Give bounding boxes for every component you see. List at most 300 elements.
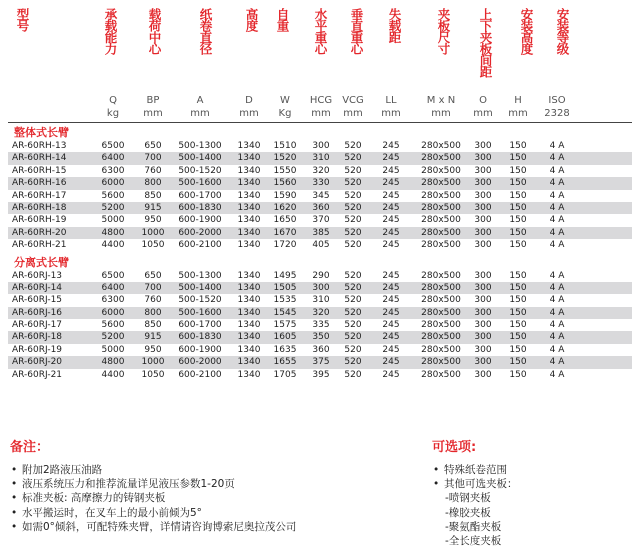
table-cell: 1575 xyxy=(273,320,297,331)
table-cell: 520 xyxy=(344,202,362,213)
section-title: 分离式长臂 xyxy=(14,255,69,269)
table-cell: 520 xyxy=(344,320,362,331)
table-cell: 500-1400 xyxy=(178,282,222,293)
table-cell: 600-1900 xyxy=(178,215,222,226)
table-cell: 1000 xyxy=(141,227,165,238)
table-cell: 1340 xyxy=(237,282,261,293)
column-header: 水平重心 xyxy=(313,8,328,54)
table-cell: 300 xyxy=(474,270,492,281)
column-header: 夹板尺寸 xyxy=(436,8,451,54)
column-unit: H mm xyxy=(508,95,528,119)
table-cell: 280x500 xyxy=(421,270,461,281)
table-row xyxy=(8,227,632,239)
column-unit: D mm xyxy=(239,95,259,119)
table-cell: 280x500 xyxy=(421,190,461,201)
table-cell: 310 xyxy=(312,295,330,306)
table-cell: 375 xyxy=(312,357,330,368)
table-cell: 1655 xyxy=(273,357,297,368)
table-cell: 520 xyxy=(344,178,362,189)
table-cell: 600-1700 xyxy=(178,320,222,331)
table-cell: 300 xyxy=(474,178,492,189)
table-cell: 600-1830 xyxy=(178,202,222,213)
table-cell: 1340 xyxy=(237,344,261,355)
table-cell: 4 A xyxy=(549,320,565,331)
table-cell: 150 xyxy=(509,202,527,213)
table-cell: 150 xyxy=(509,369,527,380)
options-panel xyxy=(432,436,632,548)
table-cell: 405 xyxy=(312,240,330,251)
table-row xyxy=(8,140,632,152)
table-cell: 150 xyxy=(509,141,527,151)
table-cell: 150 xyxy=(509,344,527,355)
table-cell: 4 A xyxy=(549,357,565,368)
table-cell: AR-60RJ-16 xyxy=(12,307,63,318)
section-title: 整体式长臂 xyxy=(14,126,69,139)
table-cell: 1635 xyxy=(273,344,297,355)
table-cell: AR-60RH-17 xyxy=(12,190,67,201)
spec-table xyxy=(8,8,632,381)
table-cell: 150 xyxy=(509,307,527,318)
note-item: • 附加2路液压油路 xyxy=(10,463,430,477)
table-row xyxy=(8,331,632,343)
header-divider xyxy=(8,122,632,123)
table-cell: 650 xyxy=(144,270,162,281)
table-cell: 1340 xyxy=(237,332,261,343)
option-item: • 特殊纸卷范围 xyxy=(432,463,632,477)
table-row xyxy=(8,270,632,282)
table-cell: 6400 xyxy=(101,153,125,164)
column-unit: W Kg xyxy=(278,95,292,119)
table-cell: 1340 xyxy=(237,320,261,331)
table-cell: 385 xyxy=(312,227,330,238)
table-cell: 300 xyxy=(474,153,492,164)
table-cell: 280x500 xyxy=(421,178,461,189)
table-cell: 4 A xyxy=(549,369,565,380)
table-cell: 1050 xyxy=(141,369,165,380)
table-row xyxy=(8,239,632,251)
table-cell: 1620 xyxy=(273,202,297,213)
table-cell: 150 xyxy=(509,178,527,189)
table-cell: 600-2100 xyxy=(178,369,222,380)
table-cell: 520 xyxy=(344,190,362,201)
table-cell: AR-60RH-20 xyxy=(12,227,67,238)
table-cell: 500-1300 xyxy=(178,270,222,281)
table-cell: 4 A xyxy=(549,270,565,281)
column-header: 载荷中心 xyxy=(147,8,162,54)
table-cell: 280x500 xyxy=(421,357,461,368)
table-cell: 300 xyxy=(312,141,330,151)
table-cell: 245 xyxy=(382,344,400,355)
table-cell: 280x500 xyxy=(421,320,461,331)
table-cell: 150 xyxy=(509,165,527,176)
option-sub-item: -喷钢夹板 xyxy=(445,492,491,505)
table-cell: 1590 xyxy=(273,190,297,201)
table-cell: 850 xyxy=(144,190,162,201)
table-cell: 4 A xyxy=(549,190,565,201)
table-cell: 4800 xyxy=(101,227,125,238)
table-cell: 4 A xyxy=(549,344,565,355)
table-cell: 6500 xyxy=(101,141,125,151)
table-row xyxy=(8,307,632,319)
table-cell: 600-1900 xyxy=(178,344,222,355)
table-cell: 245 xyxy=(382,240,400,251)
table-cell: 300 xyxy=(312,282,330,293)
table-cell: 4 A xyxy=(549,178,565,189)
table-cell: 280x500 xyxy=(421,307,461,318)
table-row xyxy=(8,165,632,177)
table-cell: 500-1520 xyxy=(178,295,222,306)
table-cell: 520 xyxy=(344,215,362,226)
table-cell: AR-60RH-19 xyxy=(12,215,67,226)
table-cell: 1550 xyxy=(273,165,297,176)
table-cell: AR-60RJ-17 xyxy=(12,320,63,331)
table-cell: 345 xyxy=(312,190,330,201)
table-cell: 370 xyxy=(312,215,330,226)
table-cell: 245 xyxy=(382,141,400,151)
table-cell: 1340 xyxy=(237,240,261,251)
table-cell: 1340 xyxy=(237,141,261,151)
table-cell: 335 xyxy=(312,320,330,331)
table-cell: 150 xyxy=(509,240,527,251)
column-header: 自重 xyxy=(275,8,290,31)
table-cell: 300 xyxy=(474,307,492,318)
column-header: 失载距 xyxy=(387,8,402,43)
table-cell: 330 xyxy=(312,178,330,189)
table-cell: 1505 xyxy=(273,282,297,293)
table-cell: 6000 xyxy=(101,307,125,318)
table-cell: 300 xyxy=(474,240,492,251)
table-cell: 4 A xyxy=(549,227,565,238)
table-cell: 6300 xyxy=(101,295,125,306)
table-cell: 395 xyxy=(312,369,330,380)
table-cell: 1340 xyxy=(237,357,261,368)
table-cell: AR-60RJ-21 xyxy=(12,369,63,380)
table-cell: 300 xyxy=(474,190,492,201)
table-cell: 950 xyxy=(144,344,162,355)
table-cell: 1340 xyxy=(237,165,261,176)
table-cell: 280x500 xyxy=(421,369,461,380)
table-cell: 6000 xyxy=(101,178,125,189)
table-row xyxy=(8,369,632,381)
table-cell: 1340 xyxy=(237,227,261,238)
table-row xyxy=(8,282,632,294)
table-row xyxy=(8,202,632,214)
table-cell: 280x500 xyxy=(421,332,461,343)
table-cell: 1340 xyxy=(237,369,261,380)
table-cell: 245 xyxy=(382,332,400,343)
notes-panel xyxy=(10,436,430,534)
table-cell: 4 A xyxy=(549,141,565,151)
table-cell: 150 xyxy=(509,332,527,343)
table-cell: 280x500 xyxy=(421,240,461,251)
table-cell: 520 xyxy=(344,270,362,281)
table-cell: 245 xyxy=(382,178,400,189)
column-unit: A mm xyxy=(190,95,210,119)
table-cell: 1720 xyxy=(273,240,297,251)
column-header: 高度 xyxy=(244,8,259,31)
table-cell: AR-60RJ-13 xyxy=(12,270,63,281)
notes-list xyxy=(10,463,430,534)
table-cell: AR-60RJ-20 xyxy=(12,357,63,368)
table-cell: AR-60RJ-14 xyxy=(12,282,63,293)
table-cell: 300 xyxy=(474,320,492,331)
options-list xyxy=(432,463,632,548)
column-unit: BP mm xyxy=(143,95,163,119)
table-cell: 150 xyxy=(509,270,527,281)
table-cell: 150 xyxy=(509,190,527,201)
table-cell: 1340 xyxy=(237,178,261,189)
column-unit: Q kg xyxy=(106,95,120,119)
table-cell: 800 xyxy=(144,178,162,189)
table-cell: 520 xyxy=(344,227,362,238)
table-cell: 520 xyxy=(344,332,362,343)
table-cell: 950 xyxy=(144,215,162,226)
table-cell: 6300 xyxy=(101,165,125,176)
table-cell: 600-1830 xyxy=(178,332,222,343)
table-cell: 280x500 xyxy=(421,295,461,306)
table-cell: 700 xyxy=(144,153,162,164)
table-cell: 760 xyxy=(144,295,162,306)
table-cell: 520 xyxy=(344,153,362,164)
table-cell: 520 xyxy=(344,141,362,151)
table-cell: 600-2100 xyxy=(178,240,222,251)
table-cell: 915 xyxy=(144,202,162,213)
note-item: • 液压系统压力和推荐流量详见液压参数1-20页 xyxy=(10,477,430,491)
table-cell: 4 A xyxy=(549,295,565,306)
column-header: 安装等级 xyxy=(555,8,570,54)
table-row xyxy=(8,190,632,202)
table-cell: 290 xyxy=(312,270,330,281)
table-cell: 245 xyxy=(382,270,400,281)
table-cell: 320 xyxy=(312,307,330,318)
table-cell: 520 xyxy=(344,165,362,176)
header-row xyxy=(8,8,632,92)
table-cell: AR-60RH-14 xyxy=(12,153,67,164)
table-cell: 300 xyxy=(474,332,492,343)
table-cell: 520 xyxy=(344,369,362,380)
table-cell: 245 xyxy=(382,190,400,201)
table-cell: 300 xyxy=(474,369,492,380)
table-cell: 300 xyxy=(474,295,492,306)
note-item: • 水平搬运时，在叉车上的最小前倾为5° xyxy=(10,506,430,520)
table-cell: 320 xyxy=(312,165,330,176)
table-cell: 520 xyxy=(344,344,362,355)
table-cell: 1340 xyxy=(237,202,261,213)
table-cell: 1495 xyxy=(273,270,297,281)
table-cell: 500-1600 xyxy=(178,178,222,189)
table-cell: 760 xyxy=(144,165,162,176)
table-cell: 1340 xyxy=(237,153,261,164)
table-cell: 245 xyxy=(382,165,400,176)
table-cell: 150 xyxy=(509,227,527,238)
table-cell: 500-1400 xyxy=(178,153,222,164)
table-cell: 1050 xyxy=(141,240,165,251)
option-sub-item: -全长度夹板 xyxy=(445,535,502,548)
table-cell: 1560 xyxy=(273,178,297,189)
table-cell: AR-60RH-21 xyxy=(12,240,67,251)
table-cell: 300 xyxy=(474,165,492,176)
table-cell: 600-2000 xyxy=(178,357,222,368)
table-cell: 4 A xyxy=(549,307,565,318)
table-cell: 800 xyxy=(144,307,162,318)
table-cell: 500-1520 xyxy=(178,165,222,176)
table-row xyxy=(8,356,632,368)
table-cell: 1340 xyxy=(237,190,261,201)
table-cell: 1705 xyxy=(273,369,297,380)
table-row xyxy=(8,294,632,306)
table-cell: 245 xyxy=(382,369,400,380)
table-cell: 245 xyxy=(382,282,400,293)
table-cell: 360 xyxy=(312,344,330,355)
table-cell: AR-60RJ-15 xyxy=(12,295,63,306)
table-cell: AR-60RH-13 xyxy=(12,141,67,151)
table-cell: AR-60RH-15 xyxy=(12,165,67,176)
column-unit: ISO 2328 xyxy=(544,95,570,119)
table-cell: AR-60RJ-19 xyxy=(12,344,63,355)
table-cell: 245 xyxy=(382,227,400,238)
table-cell: AR-60RH-18 xyxy=(12,202,67,213)
table-cell: 280x500 xyxy=(421,153,461,164)
table-cell: 850 xyxy=(144,320,162,331)
table-cell: 150 xyxy=(509,215,527,226)
table-cell: AR-60RJ-18 xyxy=(12,332,63,343)
table-cell: 700 xyxy=(144,282,162,293)
column-unit: O mm xyxy=(473,95,493,119)
table-cell: 310 xyxy=(312,153,330,164)
table-cell: 150 xyxy=(509,153,527,164)
table-cell: 500-1600 xyxy=(178,307,222,318)
table-cell: 280x500 xyxy=(421,165,461,176)
table-cell: 6500 xyxy=(101,270,125,281)
column-unit: VCG mm xyxy=(342,95,364,119)
table-cell: 280x500 xyxy=(421,344,461,355)
table-cell: 300 xyxy=(474,344,492,355)
table-cell: 6400 xyxy=(101,282,125,293)
column-header: 上下夹板间距 xyxy=(478,8,493,77)
table-cell: 1000 xyxy=(141,357,165,368)
column-header: 型号 xyxy=(15,8,30,31)
table-cell: 650 xyxy=(144,141,162,151)
table-cell: 4 A xyxy=(549,153,565,164)
table-cell: 4400 xyxy=(101,369,125,380)
table-cell: 600-2000 xyxy=(178,227,222,238)
table-row xyxy=(8,344,632,356)
table-cell: 520 xyxy=(344,282,362,293)
column-unit: LL mm xyxy=(381,95,401,119)
table-cell: 300 xyxy=(474,357,492,368)
table-cell: 300 xyxy=(474,141,492,151)
table-row xyxy=(8,319,632,331)
table-cell: 4 A xyxy=(549,240,565,251)
column-unit: HCG mm xyxy=(309,95,333,119)
table-row xyxy=(8,152,632,164)
table-cell: 245 xyxy=(382,215,400,226)
table-cell: 4800 xyxy=(101,357,125,368)
unit-row xyxy=(8,92,632,122)
table-cell: 1605 xyxy=(273,332,297,343)
table-cell: 245 xyxy=(382,320,400,331)
table-cell: 4 A xyxy=(549,215,565,226)
table-cell: 520 xyxy=(344,357,362,368)
table-cell: 245 xyxy=(382,307,400,318)
column-header: 垂直重心 xyxy=(349,8,364,54)
table-cell: 4 A xyxy=(549,282,565,293)
table-cell: 280x500 xyxy=(421,215,461,226)
table-cell: 1545 xyxy=(273,307,297,318)
note-item: • 如需0°倾斜，可配特殊夹臂，详情请咨询博索尼奥拉茂公司 xyxy=(10,520,430,534)
table-cell: 1670 xyxy=(273,227,297,238)
table-cell: 300 xyxy=(474,227,492,238)
table-cell: 600-1700 xyxy=(178,190,222,201)
table-cell: 4 A xyxy=(549,202,565,213)
notes-title: 备注： xyxy=(10,440,50,455)
table-cell: 1340 xyxy=(237,307,261,318)
table-cell: 1535 xyxy=(273,295,297,306)
table-body xyxy=(8,126,632,381)
option-item: • 其他可选夹板： xyxy=(432,477,632,491)
table-cell: 300 xyxy=(474,282,492,293)
option-sub-item: -聚氨酯夹板 xyxy=(445,520,502,533)
table-cell: AR-60RH-16 xyxy=(12,178,67,189)
table-cell: 1520 xyxy=(273,153,297,164)
table-cell: 280x500 xyxy=(421,227,461,238)
table-cell: 1650 xyxy=(273,215,297,226)
table-cell: 300 xyxy=(474,202,492,213)
table-cell: 5000 xyxy=(101,215,125,226)
table-cell: 4 A xyxy=(549,165,565,176)
table-cell: 5600 xyxy=(101,190,125,201)
table-cell: 5200 xyxy=(101,202,125,213)
table-cell: 280x500 xyxy=(421,282,461,293)
table-cell: 520 xyxy=(344,240,362,251)
table-cell: 245 xyxy=(382,153,400,164)
table-row xyxy=(8,177,632,189)
table-cell: 5000 xyxy=(101,344,125,355)
table-cell: 350 xyxy=(312,332,330,343)
table-cell: 915 xyxy=(144,332,162,343)
table-cell: 360 xyxy=(312,202,330,213)
table-cell: 4400 xyxy=(101,240,125,251)
table-cell: 520 xyxy=(344,295,362,306)
table-cell: 1340 xyxy=(237,270,261,281)
table-cell: 520 xyxy=(344,307,362,318)
table-cell: 1340 xyxy=(237,215,261,226)
column-header: 安装高度 xyxy=(519,8,534,54)
table-cell: 1340 xyxy=(237,295,261,306)
table-cell: 5600 xyxy=(101,320,125,331)
table-cell: 4 A xyxy=(549,332,565,343)
options-title: 可选项: xyxy=(432,440,477,455)
column-header: 纸卷直径 xyxy=(198,8,213,54)
table-cell: 5200 xyxy=(101,332,125,343)
table-cell: 500-1300 xyxy=(178,141,222,151)
table-cell: 245 xyxy=(382,357,400,368)
column-unit: M x N mm xyxy=(426,95,456,119)
table-cell: 280x500 xyxy=(421,202,461,213)
table-cell: 300 xyxy=(474,215,492,226)
table-cell: 280x500 xyxy=(421,141,461,151)
column-header: 承载能力 xyxy=(103,8,118,54)
table-cell: 1510 xyxy=(273,141,297,151)
option-sub-item: -橡胶夹板 xyxy=(445,506,491,519)
table-cell: 150 xyxy=(509,320,527,331)
table-row xyxy=(8,214,632,226)
table-cell: 150 xyxy=(509,282,527,293)
table-cell: 150 xyxy=(509,357,527,368)
table-cell: 245 xyxy=(382,202,400,213)
note-item: • 标准夹板: 高摩擦力的铸钢夹板 xyxy=(10,491,430,505)
table-cell: 150 xyxy=(509,295,527,306)
